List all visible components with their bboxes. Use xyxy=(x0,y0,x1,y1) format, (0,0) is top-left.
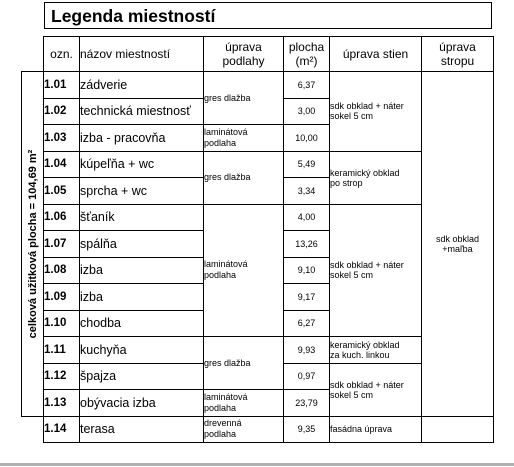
header-row xyxy=(22,37,494,72)
floor-finish-line1: laminátová xyxy=(204,126,248,137)
room-area: 6,27 xyxy=(284,310,330,337)
wall-finish-line2: sokel 5 cm xyxy=(330,270,374,281)
header-floor-line2: podlahy xyxy=(222,54,265,68)
floor-finish-cell xyxy=(204,390,284,417)
legend-title: Legenda miestností xyxy=(51,6,216,26)
room-id: 1.09 xyxy=(44,284,80,311)
room-id: 1.04 xyxy=(44,151,80,178)
ceiling-finish-cell xyxy=(422,416,494,443)
header-ozn: ozn. xyxy=(44,37,80,72)
floor-finish-line2: podlaha xyxy=(204,270,237,281)
floor-finish-cell xyxy=(204,337,284,390)
room-name: kúpeľňa + wc xyxy=(80,151,204,178)
room-area: 0,97 xyxy=(284,363,330,390)
room-id: 1.14 xyxy=(44,416,80,443)
wall-finish-line1: sdk obklad + náter xyxy=(330,101,404,112)
room-name: terasa xyxy=(80,416,204,443)
room-name: chodba xyxy=(80,310,204,337)
room-area: 23,79 xyxy=(284,390,330,417)
floor-finish-cell xyxy=(204,416,284,443)
wall-finish-line1: sdk obklad + náter xyxy=(330,260,404,271)
room-name: technická miestnosť xyxy=(80,98,204,125)
room-area: 9,93 xyxy=(284,337,330,364)
wall-finish-line1: keramický obklad xyxy=(330,339,400,350)
floor-finish-cell xyxy=(204,151,284,204)
floor-finish-line1: laminátová xyxy=(204,259,248,270)
wall-finish-cell xyxy=(330,337,422,364)
room-id: 1.01 xyxy=(44,72,80,99)
room-id: 1.05 xyxy=(44,178,80,205)
header-area-label: plocha xyxy=(288,40,325,54)
room-area: 6,37 xyxy=(284,72,330,99)
header-blank xyxy=(22,37,44,72)
wall-finish-cell xyxy=(330,416,422,443)
wall-finish-cell xyxy=(330,72,422,152)
wall-finish-line1: sdk obklad + náter xyxy=(330,379,404,390)
room-name: kuchyňa xyxy=(80,337,204,364)
total-area-label: celková užitková plocha = 104,69 m² xyxy=(26,149,39,339)
ceiling-finish-line1: sdk obklad xyxy=(435,233,480,244)
room-id: 1.08 xyxy=(44,257,80,284)
total-area-cell xyxy=(22,72,44,417)
room-id: 1.03 xyxy=(44,125,80,152)
wall-finish-cell xyxy=(330,363,422,416)
room-name: izba xyxy=(80,284,204,311)
room-area: 9,17 xyxy=(284,284,330,311)
floor-finish-line1: drevenná xyxy=(204,418,242,429)
wall-finish-line2: sokel 5 cm xyxy=(330,389,374,400)
floor-finish-line1: laminátová xyxy=(204,391,248,402)
room-area: 3,34 xyxy=(284,178,330,205)
room-id: 1.07 xyxy=(44,231,80,258)
room-id: 1.12 xyxy=(44,363,80,390)
table-row xyxy=(22,416,494,443)
wall-finish-cell xyxy=(330,151,422,204)
table-row xyxy=(22,72,494,99)
room-area: 3,00 xyxy=(284,98,330,125)
floor-finish: gres dlažba xyxy=(204,357,251,368)
room-name: sprcha + wc xyxy=(80,178,204,205)
room-area: 9,35 xyxy=(284,416,330,443)
room-id: 1.06 xyxy=(44,204,80,231)
header-ceiling-line1: úprava xyxy=(439,40,476,54)
header-walls: úprava stien xyxy=(330,37,422,72)
floor-finish-line2: podlaha xyxy=(204,137,237,148)
ceiling-finish-cell xyxy=(422,72,494,417)
floor-finish: gres dlažba xyxy=(204,172,251,182)
room-id: 1.02 xyxy=(44,98,80,125)
room-name: spálňa xyxy=(80,231,204,258)
wall-finish-line2: po strop xyxy=(330,177,363,188)
floor-finish-line2: podlaha xyxy=(204,429,237,440)
floor-finish-cell xyxy=(204,72,284,125)
wall-finish-line2: sokel 5 cm xyxy=(330,111,374,122)
wall-finish-line2: za kuch. linkou xyxy=(330,349,390,360)
wall-finish: fasádna úprava xyxy=(330,424,393,435)
room-name: obývacia izba xyxy=(80,390,204,417)
floor-finish: gres dlažba xyxy=(204,92,251,103)
bottom-rule xyxy=(0,463,514,466)
room-area: 9,10 xyxy=(284,257,330,284)
room-name: zádverie xyxy=(80,72,204,99)
legend-title-box xyxy=(44,2,492,29)
room-id: 1.13 xyxy=(44,390,80,417)
room-area: 4,00 xyxy=(284,204,330,231)
room-name: izba - pracovňa xyxy=(80,125,204,152)
floor-finish-line2: podlaha xyxy=(204,402,237,413)
header-area xyxy=(284,37,330,72)
wall-finish-line1: keramický obklad xyxy=(330,167,400,178)
header-name: názov miestností xyxy=(80,37,204,72)
room-id: 1.11 xyxy=(44,337,80,364)
floor-finish-cell xyxy=(204,125,284,152)
room-name: šťaník xyxy=(80,204,204,231)
terrace-blank xyxy=(22,416,44,443)
header-area-unit: (m²) xyxy=(295,54,318,68)
wall-finish-cell xyxy=(330,204,422,337)
room-name: izba xyxy=(80,257,204,284)
room-area: 5,49 xyxy=(284,151,330,178)
floor-finish-cell xyxy=(204,204,284,337)
header-ceiling xyxy=(422,37,494,72)
room-id: 1.10 xyxy=(44,310,80,337)
header-floor-line1: úprava xyxy=(225,40,262,54)
room-area: 13,26 xyxy=(284,231,330,258)
header-ceiling-line2: stropu xyxy=(440,54,475,68)
header-floor xyxy=(204,37,284,72)
room-name: špajza xyxy=(80,363,204,390)
room-area: 10,00 xyxy=(284,125,330,152)
ceiling-finish-line2: +maľba xyxy=(442,243,473,254)
room-legend-table xyxy=(21,36,494,443)
